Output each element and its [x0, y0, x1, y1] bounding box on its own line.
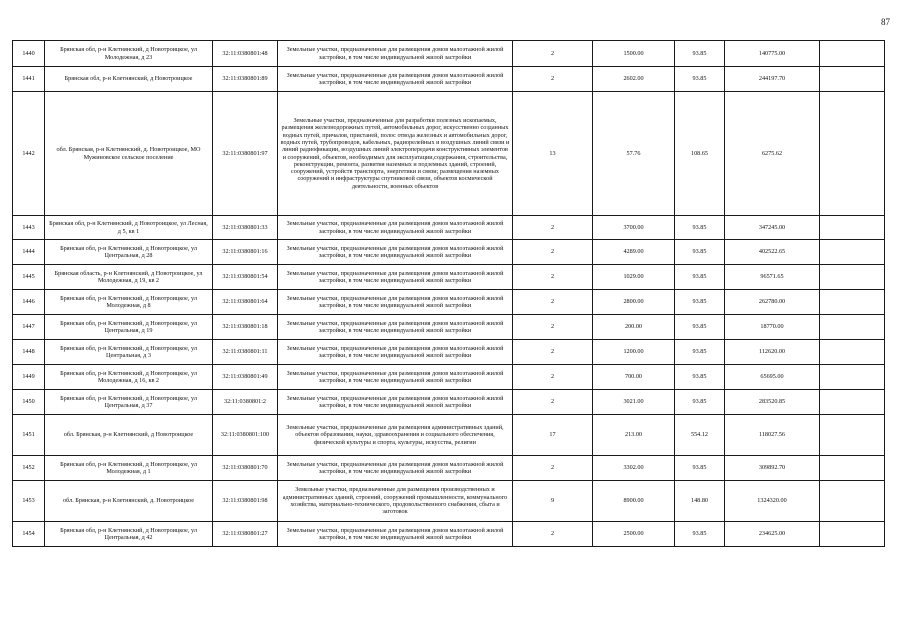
table-row	[13, 340, 885, 365]
rate-cell: 93.85	[675, 265, 725, 290]
land-use-cell: Земельные участки, предназначенные для размещения домов малоэтажной жилой застройки, в том числе индивидуальной жилой застройки	[278, 41, 513, 67]
address-cell: Брянская обл, р-н Клетнянский, д Новотроицкое, ул Лесная, д 5, кв 1	[45, 216, 213, 240]
rate-cell: 93.85	[675, 41, 725, 67]
cadastral-value-cell: 309892.70	[725, 456, 820, 481]
use-group-cell: 2	[513, 315, 593, 340]
row-number-cell: 1446	[13, 290, 45, 315]
land-use-cell: Земельные участки, предназначенные для размещения домов малоэтажной жилой застройки, в том числе индивидуальной жилой застройки	[278, 67, 513, 92]
address-cell: Брянская область, р-н Клетнянский, д Новотроицкое, ул Молодежная, д 19, кв 2	[45, 265, 213, 290]
land-use-cell: Земельные участки, предназначенные для размещения домов малоэтажной жилой застройки, в том числе индивидуальной жилой застройки	[278, 290, 513, 315]
empty-cell	[820, 522, 885, 547]
cadastral-value-cell: 234625.00	[725, 522, 820, 547]
area-cell: 1200.00	[593, 340, 675, 365]
row-number-cell: 1445	[13, 265, 45, 290]
row-number-cell: 1450	[13, 390, 45, 415]
cadastral-number-cell: 32:11:0380801:89	[213, 67, 278, 92]
address-cell: Брянская обл, р-н Клетнянский, д Новотроицкое, ул Центральная, д 3	[45, 340, 213, 365]
land-use-cell: Земельные участки, предназначенные для размещения домов малоэтажной жилой застройки, в том числе индивидуальной жилой застройки	[278, 456, 513, 481]
empty-cell	[820, 240, 885, 265]
rate-cell: 93.85	[675, 315, 725, 340]
empty-cell	[820, 415, 885, 456]
use-group-cell: 2	[513, 365, 593, 390]
area-cell: 1500.00	[593, 41, 675, 67]
use-group-cell: 2	[513, 340, 593, 365]
row-number-cell: 1448	[13, 340, 45, 365]
cadastral-value-cell: 18770.00	[725, 315, 820, 340]
rate-cell: 93.85	[675, 522, 725, 547]
cadastral-value-cell: 112620.00	[725, 340, 820, 365]
area-cell: 213.00	[593, 415, 675, 456]
area-cell: 8900.00	[593, 481, 675, 522]
rate-cell: 93.85	[675, 365, 725, 390]
land-use-cell: Земельные участки, предназначенные для размещения производственных и административных зданий, строений, сооружений промышленности, коммунального хозяйства, материально-технического, продовольственного снабжения, сбыта и заготовок	[278, 481, 513, 522]
table-row	[13, 415, 885, 456]
cadastral-value-cell: 262780.00	[725, 290, 820, 315]
land-use-cell: Земельные участки, предназначенные для разработки полезных ископаемых, размещения железнодорожных путей, автомобильных дорог, искусственно созданных водных путей, причалов, пристаней, полос отвода железных и автомобильных дорог, водных путей, трубопроводов, кабельных, радиорелейных и воздушных линий связи и линий радиофикации, воздушных линий электропередачи конструктивных элементов и сооружений, объектов, необходимых для эксплуатации,содержания, строительства, реконструкции, ремонта, развития наземных и подземных зданий, строений, сооружений, устройств транспорта, энергетики и связи; размещения наземных сооружений и инфраструктуры спутниковой связи, объектов космической деятельности, военных объектов	[278, 92, 513, 216]
cadastral-value-cell: 118027.56	[725, 415, 820, 456]
land-use-cell: Земельные участки, предназначенные для размещения домов малоэтажной жилой застройки, в том числе индивидуальной жилой застройки	[278, 390, 513, 415]
empty-cell	[820, 67, 885, 92]
row-number-cell: 1447	[13, 315, 45, 340]
table-row	[13, 456, 885, 481]
cadastral-value-cell: 283520.85	[725, 390, 820, 415]
empty-cell	[820, 216, 885, 240]
empty-cell	[820, 340, 885, 365]
use-group-cell: 13	[513, 92, 593, 216]
cadastral-number-cell: 32:11:0380801:2	[213, 390, 278, 415]
area-cell: 3302.00	[593, 456, 675, 481]
table-row	[13, 67, 885, 92]
area-cell: 1029.00	[593, 265, 675, 290]
cadastral-value-cell: 6275.62	[725, 92, 820, 216]
land-register-table	[12, 40, 885, 547]
cadastral-number-cell: 32:11:0380801:18	[213, 315, 278, 340]
use-group-cell: 2	[513, 41, 593, 67]
cadastral-value-cell: 244197.70	[725, 67, 820, 92]
cadastral-number-cell: 32:11:0380801:27	[213, 522, 278, 547]
use-group-cell: 2	[513, 290, 593, 315]
rate-cell: 93.85	[675, 290, 725, 315]
cadastral-value-cell: 1324320.00	[725, 481, 820, 522]
address-cell: обл. Брянская, р-н Клетнянский, д. Новотроицкое, МО Мужиновское сельское поселение	[45, 92, 213, 216]
cadastral-number-cell: 32:11:0380801:64	[213, 290, 278, 315]
address-cell: обл. Брянская, р-н Клетнянский, д. Новотроицкое	[45, 481, 213, 522]
area-cell: 3700.00	[593, 216, 675, 240]
cadastral-value-cell: 347245.00	[725, 216, 820, 240]
land-use-cell: Земельные участки, предназначенные для размещения административных зданий, объектов образования, науки, здравоохранения и социального обеспечения, физической культуры и спорта, культуры, искусства, религии	[278, 415, 513, 456]
row-number-cell: 1441	[13, 67, 45, 92]
land-use-cell: Земельные участки, предназначенные для размещения домов малоэтажной жилой застройки, в том числе индивидуальной жилой застройки	[278, 240, 513, 265]
rate-cell: 93.85	[675, 390, 725, 415]
row-number-cell: 1453	[13, 481, 45, 522]
table-row	[13, 481, 885, 522]
land-use-cell: Земельные участки, предназначенные для размещения домов малоэтажной жилой застройки, в том числе индивидуальной жилой застройки	[278, 265, 513, 290]
address-cell: Брянская обл, р-н Клетнянский, д Новотроицкое	[45, 67, 213, 92]
table-row	[13, 92, 885, 216]
row-number-cell: 1452	[13, 456, 45, 481]
table-row	[13, 390, 885, 415]
row-number-cell: 1451	[13, 415, 45, 456]
address-cell: Брянская обл, р-н Клетнянский, д Новотроицкое, ул Молодежная, д 16, кв 2	[45, 365, 213, 390]
empty-cell	[820, 456, 885, 481]
rate-cell: 93.85	[675, 240, 725, 265]
cadastral-number-cell: 32:11:0380801:100	[213, 415, 278, 456]
empty-cell	[820, 92, 885, 216]
table-row	[13, 41, 885, 67]
cadastral-number-cell: 32:11:0380801:54	[213, 265, 278, 290]
cadastral-number-cell: 32:11:0380801:33	[213, 216, 278, 240]
use-group-cell: 2	[513, 265, 593, 290]
address-cell: Брянская обл, р-н Клетнянский, д Новотроицкое, ул Центральная, д 19	[45, 315, 213, 340]
use-group-cell: 17	[513, 415, 593, 456]
use-group-cell: 2	[513, 390, 593, 415]
land-use-cell: Земельные участки, предназначенные для размещения домов малоэтажной жилой застройки, в том числе индивидуальной жилой застройки	[278, 365, 513, 390]
cadastral-value-cell: 96571.65	[725, 265, 820, 290]
rate-cell: 554.12	[675, 415, 725, 456]
row-number-cell: 1454	[13, 522, 45, 547]
use-group-cell: 2	[513, 456, 593, 481]
cadastral-number-cell: 32:11:0380801:11	[213, 340, 278, 365]
cadastral-number-cell: 32:11:0380801:49	[213, 365, 278, 390]
land-use-cell: Земельные участки, предназначенные для размещения домов малоэтажной жилой застройки, в том числе индивидуальной жилой застройки	[278, 216, 513, 240]
cadastral-value-cell: 140775.00	[725, 41, 820, 67]
table-row	[13, 522, 885, 547]
row-number-cell: 1443	[13, 216, 45, 240]
land-use-cell: Земельные участки, предназначенные для размещения домов малоэтажной жилой застройки, в том числе индивидуальной жилой застройки	[278, 340, 513, 365]
table-row	[13, 290, 885, 315]
use-group-cell: 2	[513, 240, 593, 265]
row-number-cell: 1442	[13, 92, 45, 216]
rate-cell: 148.80	[675, 481, 725, 522]
use-group-cell: 9	[513, 481, 593, 522]
empty-cell	[820, 315, 885, 340]
cadastral-value-cell: 65695.00	[725, 365, 820, 390]
page-number: 87	[881, 17, 890, 27]
address-cell: Брянская обл, р-н Клетнянский, д Новотроицкое, ул Центральная, д 42	[45, 522, 213, 547]
rate-cell: 93.85	[675, 67, 725, 92]
table-row	[13, 315, 885, 340]
area-cell: 3021.00	[593, 390, 675, 415]
area-cell: 2602.00	[593, 67, 675, 92]
rate-cell: 93.85	[675, 216, 725, 240]
row-number-cell: 1444	[13, 240, 45, 265]
address-cell: Брянская обл, р-н Клетнянский, д Новотроицкое, ул Молодежная, д 1	[45, 456, 213, 481]
area-cell: 2500.00	[593, 522, 675, 547]
table-row	[13, 240, 885, 265]
rate-cell: 108.65	[675, 92, 725, 216]
cadastral-number-cell: 32:11:0380801:16	[213, 240, 278, 265]
cadastral-value-cell: 402522.65	[725, 240, 820, 265]
address-cell: Брянская обл, р-н Клетнянский, д Новотроицкое, ул Центральная, д 37	[45, 390, 213, 415]
use-group-cell: 2	[513, 216, 593, 240]
empty-cell	[820, 481, 885, 522]
use-group-cell: 2	[513, 67, 593, 92]
area-cell: 200.00	[593, 315, 675, 340]
row-number-cell: 1440	[13, 41, 45, 67]
area-cell: 57.76	[593, 92, 675, 216]
address-cell: Брянская обл, р-н Клетнянский, д Новотроицкое, ул Центральная, д 28	[45, 240, 213, 265]
cadastral-number-cell: 32:11:0380801:98	[213, 481, 278, 522]
row-number-cell: 1449	[13, 365, 45, 390]
table-row	[13, 265, 885, 290]
area-cell: 4289.00	[593, 240, 675, 265]
empty-cell	[820, 41, 885, 67]
rate-cell: 93.85	[675, 456, 725, 481]
table-row	[13, 365, 885, 390]
rate-cell: 93.85	[675, 340, 725, 365]
empty-cell	[820, 390, 885, 415]
area-cell: 2800.00	[593, 290, 675, 315]
land-use-cell: Земельные участки, предназначенные для размещения домов малоэтажной жилой застройки, в том числе индивидуальной жилой застройки	[278, 522, 513, 547]
address-cell: Брянская обл, р-н Клетнянский, д Новотроицкое, ул Молодежная, д 23	[45, 41, 213, 67]
empty-cell	[820, 365, 885, 390]
cadastral-number-cell: 32:11:0380801:97	[213, 92, 278, 216]
land-use-cell: Земельные участки, предназначенные для размещения домов малоэтажной жилой застройки, в том числе индивидуальной жилой застройки	[278, 315, 513, 340]
cadastral-number-cell: 32:11:0380801:48	[213, 41, 278, 67]
cadastral-number-cell: 32:11:0380801:70	[213, 456, 278, 481]
empty-cell	[820, 265, 885, 290]
table-row	[13, 216, 885, 240]
address-cell: Брянская обл, р-н Клетнянский, д Новотроицкое, ул Молодежная, д 8	[45, 290, 213, 315]
use-group-cell: 2	[513, 522, 593, 547]
area-cell: 700.00	[593, 365, 675, 390]
address-cell: обл. Брянская, р-н Клетнянский, д Новотроицкое	[45, 415, 213, 456]
empty-cell	[820, 290, 885, 315]
